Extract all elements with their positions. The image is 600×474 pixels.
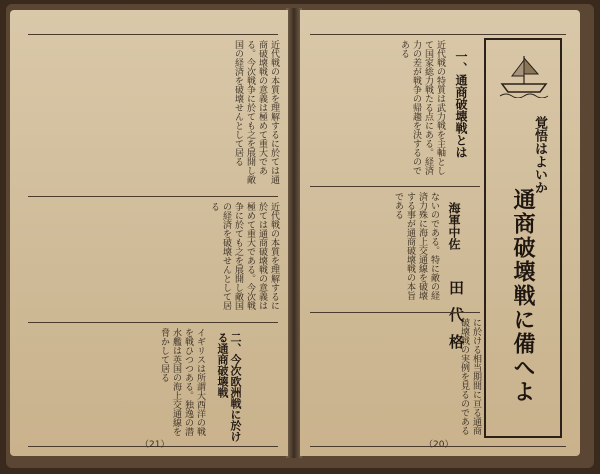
left-page: [10, 10, 288, 456]
left-body-bottom: イギリスは所謂大西洋の戦を戦ひつつある。独逸の潜水艦は英国の海上交通線を脅かして居る: [159, 328, 205, 436]
left-lower-rule: [28, 322, 278, 323]
right-mid-rule: [310, 186, 480, 187]
left-top-rule: [28, 34, 278, 35]
article-kicker: 覚悟はよいか: [532, 116, 547, 194]
ship-illustration-icon: [498, 50, 550, 98]
section1-heading: 一、通商破壊戦とは: [454, 50, 468, 158]
right-page-number: （20）: [424, 440, 454, 450]
left-mid-rule: [28, 196, 278, 197]
right-page: [300, 10, 580, 456]
right-lower-rule: [310, 312, 480, 313]
left-page-number: （21）: [140, 440, 170, 450]
left-body-top: 近代戦の本質を理解するに於ては通商破壊戦の意義は極めて重大である。今次戦争に於ても之を展開し敵国の経済を破壊せんとして居る: [233, 40, 279, 184]
left-body-mid: 近代戦の本質を理解するに於ては通商破壊戦の意義は極めて重大である。今次戦争に於ても之を展開し敵国の経済を破壊せんとして居る: [209, 202, 279, 310]
article-title: 通商破壊戦に備へよ: [510, 188, 536, 404]
title-box: [484, 38, 562, 438]
right-body-bottom: に於ける相当期間に亘る通商破壊戦の実例を見るのである: [459, 318, 481, 435]
right-body-top: 近代戦の特質は武力戦を主軸として国家総力戦たる点にある。経済力の差が戦争の帰趨を決するのである: [399, 40, 445, 175]
right-top-rule: [310, 34, 566, 35]
section2-heading: 二、今次欧洲戦に於ける通商破壊戦: [216, 332, 242, 442]
author-rank: 海軍中佐: [447, 202, 461, 250]
author-name: 田代格: [447, 280, 465, 361]
right-body-mid: ないのである。特に敵の経済力殊に海上交通線を破壊する事が通商破壊戦の本旨である: [393, 192, 439, 300]
